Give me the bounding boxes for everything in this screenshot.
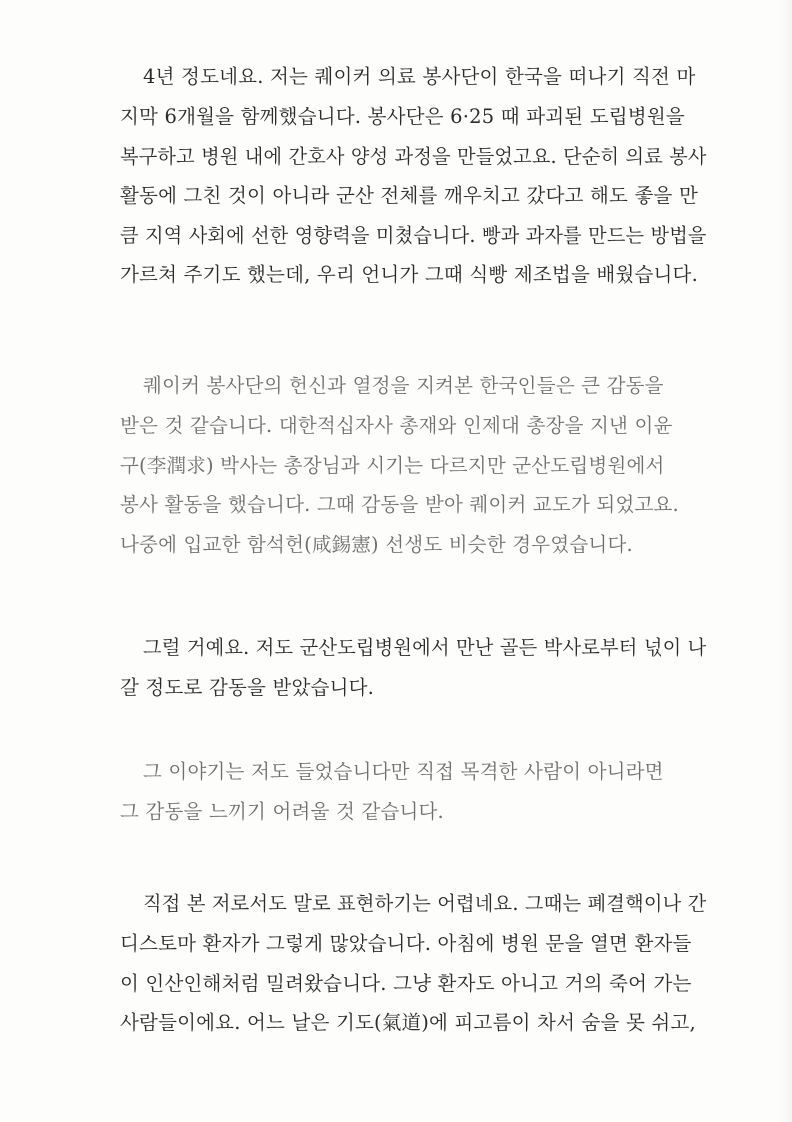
text-line: 큼 지역 사회에 선한 영향력을 미쳤습니다. 빵과 과자를 만드는 방법을 [120, 224, 707, 247]
text-line: 그럴 거예요. 저도 군산도립병원에서 만난 골든 박사로부터 넋이 나 [143, 636, 707, 659]
text-line: 그 이야기는 저도 들었습니다만 직접 목격한 사람이 아니라면 [143, 760, 664, 783]
page-edge-shadow [778, 0, 792, 1122]
text-line: 봉사 활동을 했습니다. 그때 감동을 받아 퀘이커 교도가 되었고요. [120, 493, 679, 516]
text-line: 퀘이커 봉사단의 헌신과 열정을 지켜본 한국인들은 큰 감동을 [143, 374, 664, 397]
text-line: 지막 6개월을 함께했습니다. 봉사단은 6·25 때 파괴된 도립병원을 [120, 105, 685, 128]
text-line: 갈 정도로 감동을 받았습니다. [120, 676, 375, 699]
text-line: 디스토마 환자가 그렇게 많았습니다. 아침에 병원 문을 열면 환자들 [120, 932, 692, 955]
text-line: 받은 것 같습니다. 대한적십자사 총재와 인제대 총장을 지낸 이윤 [120, 414, 673, 437]
text-line: 이 인산인해처럼 밀려왔습니다. 그냥 환자도 아니고 거의 죽어 가는 [120, 972, 692, 995]
text-line: 그 감동을 느끼기 어려울 것 같습니다. [120, 800, 444, 823]
text-line: 4년 정도네요. 저는 퀘이커 의료 봉사단이 한국을 떠나기 직전 마 [143, 65, 696, 88]
text-line: 사람들이에요. 어느 날은 기도(氣道)에 피고름이 차서 숨을 못 쉬고, [120, 1011, 696, 1034]
text-line: 활동에 그친 것이 아니라 군산 전체를 깨우치고 갔다고 해도 좋을 만 [120, 184, 698, 207]
text-line: 나중에 입교한 함석헌(咸錫憲) 선생도 비슷한 경우였습니다. [120, 533, 633, 556]
text-line: 구(李潤求) 박사는 총장님과 시기는 다르지만 군산도립병원에서 [120, 454, 665, 477]
text-line: 가르쳐 주기도 했는데, 우리 언니가 그때 식빵 제조법을 배웠습니다. [120, 263, 698, 286]
text-line: 복구하고 병원 내에 간호사 양성 과정을 만들었고요. 단순히 의료 봉사 [120, 145, 707, 168]
text-line: 직접 본 저로서도 말로 표현하기는 어렵네요. 그때는 폐결핵이나 간 [143, 892, 707, 915]
